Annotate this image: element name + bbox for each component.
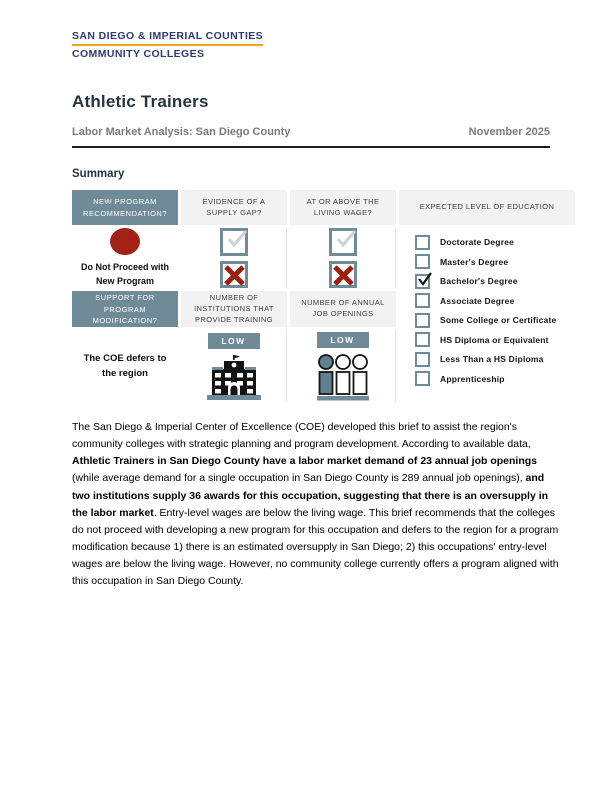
header-living-wage: AT OR ABOVE THE LIVING WAGE? bbox=[290, 190, 396, 225]
header-new-program-recommendation: NEW PROGRAM RECOMMENDATION? bbox=[72, 190, 178, 225]
education-label: Doctorate Degree bbox=[440, 237, 515, 248]
summary-heading: Summary bbox=[72, 168, 125, 181]
openings-low-badge: LOW bbox=[317, 332, 369, 348]
education-label: Some College or Certificate bbox=[440, 315, 557, 326]
education-label: Associate Degree bbox=[440, 295, 515, 306]
summary-table bbox=[72, 190, 575, 402]
recommendation-cell bbox=[72, 228, 178, 288]
header-rule bbox=[72, 146, 550, 148]
checkbox-check-unselected-icon bbox=[220, 228, 248, 256]
education-label: HS Diploma or Equivalent bbox=[440, 334, 549, 345]
openings-cell bbox=[290, 330, 396, 402]
supply-gap-cell bbox=[181, 228, 287, 288]
institutions-low-badge: LOW bbox=[208, 333, 260, 349]
header-institutions-training: NUMBER OF INSTITUTIONS THAT PROVIDE TRAINING bbox=[181, 291, 287, 327]
checkbox-check-unselected-icon bbox=[329, 228, 357, 256]
header-expected-education: EXPECTED LEVEL OF EDUCATION bbox=[399, 190, 575, 225]
education-checklist bbox=[399, 228, 575, 402]
education-checkbox bbox=[415, 293, 430, 308]
institutions-cell bbox=[181, 330, 287, 402]
education-item bbox=[415, 353, 544, 365]
education-item bbox=[415, 334, 549, 346]
education-checkbox bbox=[415, 235, 430, 250]
education-checkbox bbox=[415, 352, 430, 367]
education-checkbox bbox=[415, 332, 430, 347]
education-label: Bachelor's Degree bbox=[440, 276, 518, 287]
education-label: Apprenticeship bbox=[440, 373, 505, 384]
header-annual-job-openings: NUMBER OF ANNUAL JOB OPENINGS bbox=[290, 291, 396, 327]
education-item bbox=[415, 314, 556, 326]
logo-gold-divider bbox=[72, 44, 263, 46]
living-wage-cell bbox=[290, 228, 396, 288]
logo-line1: SAN DIEGO & IMPERIAL COUNTIES bbox=[72, 30, 264, 42]
people-supply-icon bbox=[317, 353, 369, 401]
checkbox-x-selected-icon bbox=[329, 261, 357, 289]
org-logo bbox=[72, 30, 263, 61]
header-program-modification: SUPPORT FOR PROGRAM MODIFICATION? bbox=[72, 291, 178, 327]
education-label: Less Than a HS Diploma bbox=[440, 354, 544, 365]
subtitle-row bbox=[72, 126, 550, 138]
body-paragraph: The San Diego & Imperial Center of Excellence (COE) developed this brief to assist the region's community colleges with strategic planning and program development. According to available data, Athletic Trainers in San Diego County have a labor market demand of 23 annual job openings (while average demand for a single occupation in San Diego County is 289 annual job openings), and two institutions supply 36 awards for this occupation, suggesting that there is an oversupply in the labor market. Entry-level wages are below the living wage. This brief recommends that the colleges do not proceed with developing a new program for this occupation and defers to the region for a program modification because 1) there is an estimated oversupply in San Diego; 2) this occupations' entry-level wages are below the living wage. However, no community college currently offers a program aligned with this occupation in San Diego County. bbox=[72, 421, 559, 588]
do-not-proceed-icon bbox=[110, 228, 140, 255]
education-checkbox bbox=[415, 274, 430, 289]
education-label: Master's Degree bbox=[440, 256, 509, 267]
modification-cell bbox=[72, 330, 178, 402]
header-supply-gap: EVIDENCE OF A SUPPLY GAP? bbox=[181, 190, 287, 225]
education-item bbox=[415, 275, 518, 287]
education-item bbox=[415, 295, 515, 307]
subtitle: Labor Market Analysis: San Diego County bbox=[72, 126, 291, 139]
institution-building-icon bbox=[206, 354, 262, 400]
education-checkbox bbox=[415, 254, 430, 269]
logo-line2: COMMUNITY COLLEGES bbox=[72, 48, 205, 61]
checkbox-x-selected-icon bbox=[220, 261, 248, 289]
education-item bbox=[415, 256, 508, 268]
date-label: November 2025 bbox=[468, 126, 550, 139]
modification-label: The COE defers to the region bbox=[83, 352, 167, 380]
education-checkbox bbox=[415, 313, 430, 328]
recommendation-label: Do Not Proceed with New Program bbox=[80, 262, 169, 286]
page-title: Athletic Trainers bbox=[72, 92, 209, 112]
education-checkbox bbox=[415, 371, 430, 386]
education-item bbox=[415, 373, 505, 385]
education-item bbox=[415, 236, 514, 248]
